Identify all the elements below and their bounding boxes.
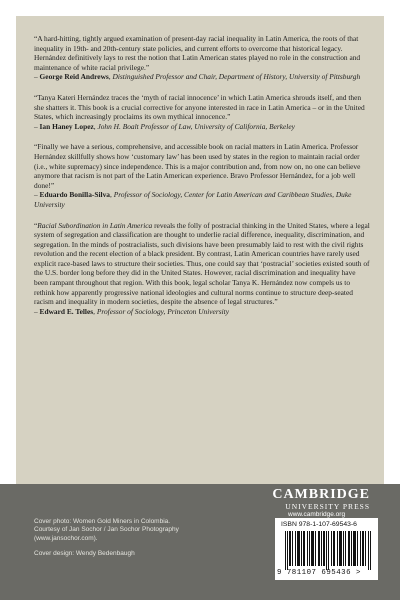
- endorser-role: Professor of Sociology, Princeton University: [96, 306, 229, 316]
- endorsement-text: “A hard-hitting, tightly argued examination of present-day racial inequality in Latin America, the roots of that inequality in 19th- and 20th-century state policies, and current efforts to overcome that historical legacy. Hernández definitively lays to rest the notion that Latin American states played no role in the construction and maintenance of white racial privilege.”: [34, 34, 361, 72]
- endorsement-1: [34, 34, 370, 82]
- endorsement-3: [34, 142, 370, 209]
- endorsement-attribution: – Edward E. Telles, Professor of Sociology, Princeton University: [34, 306, 229, 316]
- description-text: reveals the folly of postracial thinking in the United States, where a legal system of segregation and classification are thought to underlie racial difference, inequality, discrimination, and segregation. In the minds of postracialists, such divisions have been presumably laid to rest with the civil rights revolution and the recent election of a black president. By contrast, Latin American countries have rarely used explicit race-based laws to structure their societies. Thus, one could say that ‘postracial’ societies existed south of the U.S. border long before they did in the United States. However, racial discrimination and inequality have been rampant throughout that region. With this book, legal scholar Tanya K. Hernández now compels us to rethink how apparently progressive national ideologies and cultural norms continue to structure deep-seated racism and inequality in modern societies, despite the absence of legal structures.”: [34, 220, 370, 307]
- photo-credit: Cover photo: Women Gold Miners in Colombia. Courtesy of Jan Sochor / Jan Sochor Photography (www.jansochor.com).: [34, 518, 179, 542]
- endorser-role: Distinguished Professor and Chair, Department of History, University of Pittsburgh: [112, 72, 361, 82]
- endorsement-2: [34, 93, 370, 131]
- endorsements: [34, 34, 370, 327]
- endorsement-attribution: – George Reid Andrews, Distinguished Professor and Chair, Department of History, University of Pittsburgh: [34, 72, 361, 82]
- design-credit: Cover design: Wendy Bedenbaugh: [34, 550, 135, 558]
- barcode-bars-icon: [285, 531, 371, 570]
- isbn-label: ISBN 978-1-107-69543-6: [281, 521, 357, 528]
- endorser-name: Edward E. Telles: [39, 306, 94, 316]
- isbn-digits: 9 781107 695436 >: [277, 569, 361, 577]
- endorsement-text: “Racial Subordination in Latin America reveals the folly of postracial thinking in the United States, where a legal system of segregation and classification are thought to underlie racial difference, inequality, discrimination, and segregation. In the minds of postracialists, such divisions have been presumably laid to rest with the civil rights revolution and the recent election of a black president. By contrast, Latin American countries have rarely used explicit race-based laws to structure their societies. Thus, one could say that ‘postracial’ societies existed south of the U.S. border long before they did in the United States. However, racial discrimination and inequality have been rampant throughout that region. With this book, legal scholar Tanya K. Hernández now compels us to rethink how apparently progressive national ideologies and cultural norms continue to structure deep-seated racism and inequality in modern societies, despite the absence of legal structures.”: [34, 220, 370, 307]
- endorser-role: Professor of Sociology, Center for Latin American and Caribbean Studies, Duke University: [34, 190, 352, 209]
- barcode: [275, 518, 378, 580]
- publisher-url: www.cambridge.org: [288, 511, 346, 518]
- endorsement-4: [34, 221, 370, 317]
- publisher-name: CAMBRIDGE: [272, 487, 370, 502]
- publisher-subtitle: UNIVERSITY PRESS: [285, 502, 370, 511]
- publisher-logo: [270, 488, 370, 519]
- endorsement-text: “Finally we have a serious, comprehensive, and accessible book on racial matters in Latin America. Professor Hernández skillfully shows how ‘customary law’ has been used by states in the region to maintain racial order (i.e., white supremacy) since independence. This is a major contribution and, from now on, no one can believe anymore that racism is not part of the Latin American experience. Bravo Professor Hernández, for a job well done!”: [34, 142, 361, 190]
- endorser-name: Ian Haney Lopez: [39, 121, 94, 131]
- endorser-name: Eduardo Bonilla-Silva: [39, 190, 110, 200]
- endorsement-attribution: – Eduardo Bonilla-Silva, Professor of Sociology, Center for Latin American and Caribbean Studies, Duke University: [34, 190, 352, 209]
- cover-credits: [34, 518, 194, 559]
- book-title: Racial Subordination in Latin America: [37, 220, 153, 230]
- endorser-role: John H. Boalt Professor of Law, University of California, Berkeley: [97, 121, 295, 131]
- endorsement-text: “Tanya Kateri Hernández traces the ‘myth of racial innocence’ in which Latin America shrouds itself, and then she shatters it. This book is a crucial corrective for anyone interested in race in Latin America – or in the United States, which increasingly proclaims its own mythical innocence.”: [34, 92, 365, 122]
- endorsement-attribution: – Ian Haney Lopez, John H. Boalt Professor of Law, University of California, Berkeley: [34, 121, 295, 131]
- endorser-name: George Reid Andrews: [39, 72, 109, 82]
